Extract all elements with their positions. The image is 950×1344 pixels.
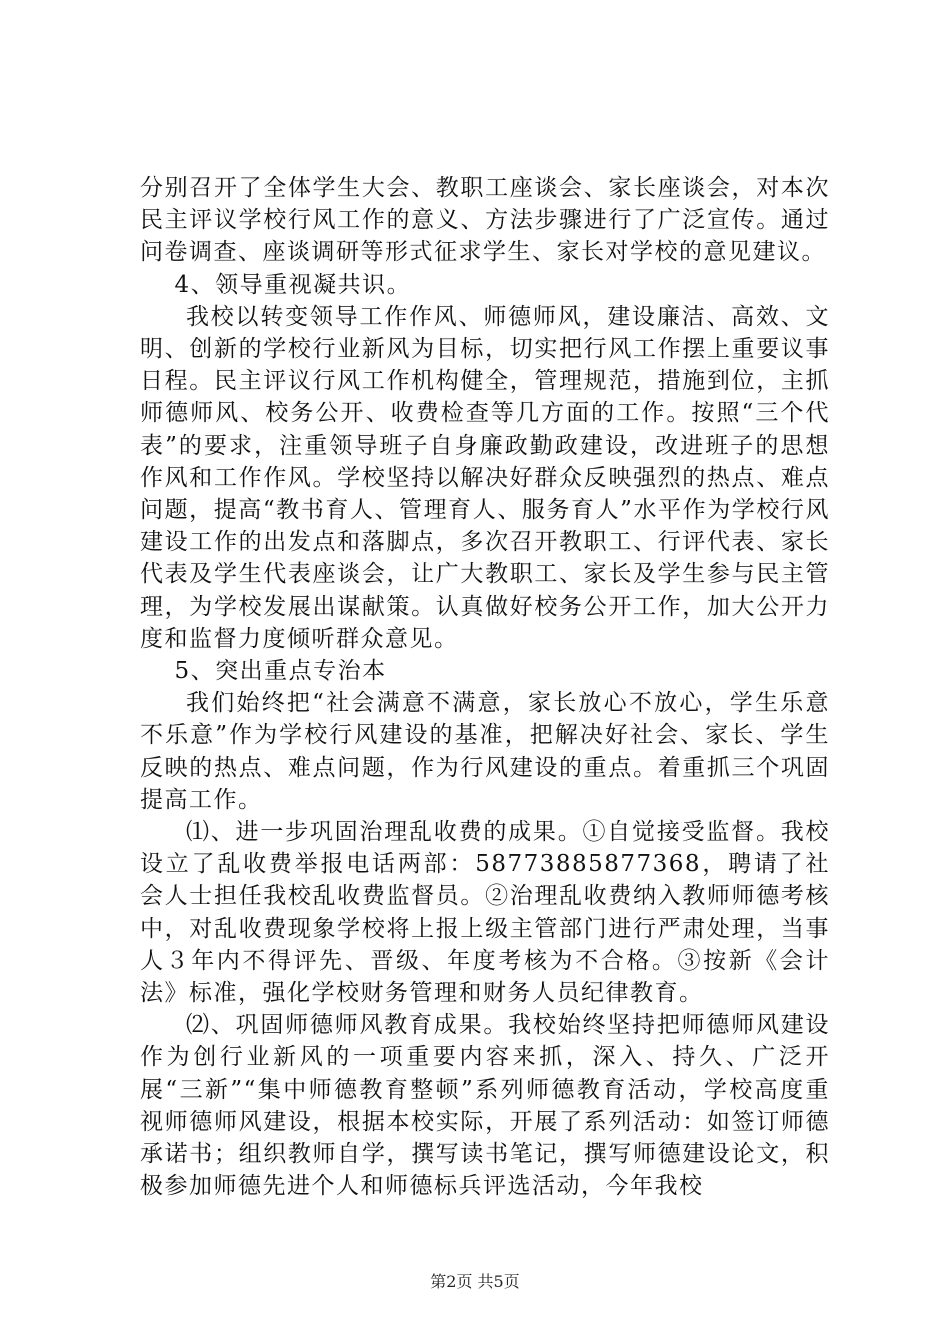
paragraph-publicity: 分别召开了全体学生大会、教职工座谈会、家长座谈会，对本次民主评议学校行风工作的意义、方法步骤进行了广泛宣传。通过问卷调查、座谈调研等形式征求学生、家长对学校的意见建议。	[140, 175, 830, 266]
page-number-footer: 第2页 共5页	[430, 1272, 520, 1291]
heading-leadership: 4、领导重视凝共识。	[174, 271, 412, 298]
paragraph-ethics: ⑵、巩固师德师风教育成果。我校始终坚持把师德师风建设作为创行业新风的一项重要内容来抓，深入、持久、广泛开展“三新”“集中师德教育整顿”系列师德教育活动，学校高度重视师德师风建设，根据本校实际，开展了系列活动：如签订师德承诺书；组织教师自学，撰写读书笔记，撰写师德建设论文，积极参加师德先进个人和师德标兵评选活动，今年我校	[140, 1012, 830, 1200]
paragraph-fees: ⑴、进一步巩固治理乱收费的成果。①自觉接受监督。我校设立了乱收费举报电话两部：58773885877368，聘请了社会人士担任我校乱收费监督员。②治理乱收费纳入教师师德考核中，对乱收费现象学校将上报上级主管部门进行严肃处理，当事人３年内不得评先、晋级、年度考核为不合格。③按新《会计法》标准，强化学校财务管理和财务人员纪律教育。	[140, 819, 830, 1007]
paragraph-leadership: 我校以转变领导工作作风、师德师风，建设廉洁、高效、文明、创新的学校行业新风为目标，切实把行风工作摆上重要议事日程。民主评议行风工作机构健全，管理规范，措施到位，主抓师德师风、校务公开、收费检查等几方面的工作。按照“三个代表”的要求，注重领导班子自身廉政勤政建设，改进班子的思想作风和工作作风。学校坚持以解决好群众反映强烈的热点、难点问题，提高“教书育人、管理育人、服务育人”水平作为学校行风建设工作的出发点和落脚点，多次召开教职工、行评代表、家长代表及学生代表座谈会，让广大教职工、家长及学生参与民主管理，为学校发展出谋献策。认真做好校务公开工作，加大公开力度和监督力度倾听群众意见。	[140, 303, 830, 652]
paragraph-key-points: 我们始终把“社会满意不满意，家长放心不放心，学生乐意不乐意”作为学校行风建设的基准，把解决好社会、家长、学生反映的热点、难点问题，作为行风建设的重点。着重抓三个巩固提高工作。	[140, 690, 830, 813]
document-body	[140, 172, 830, 1203]
heading-key-points: 5、突出重点专治本	[174, 658, 387, 685]
